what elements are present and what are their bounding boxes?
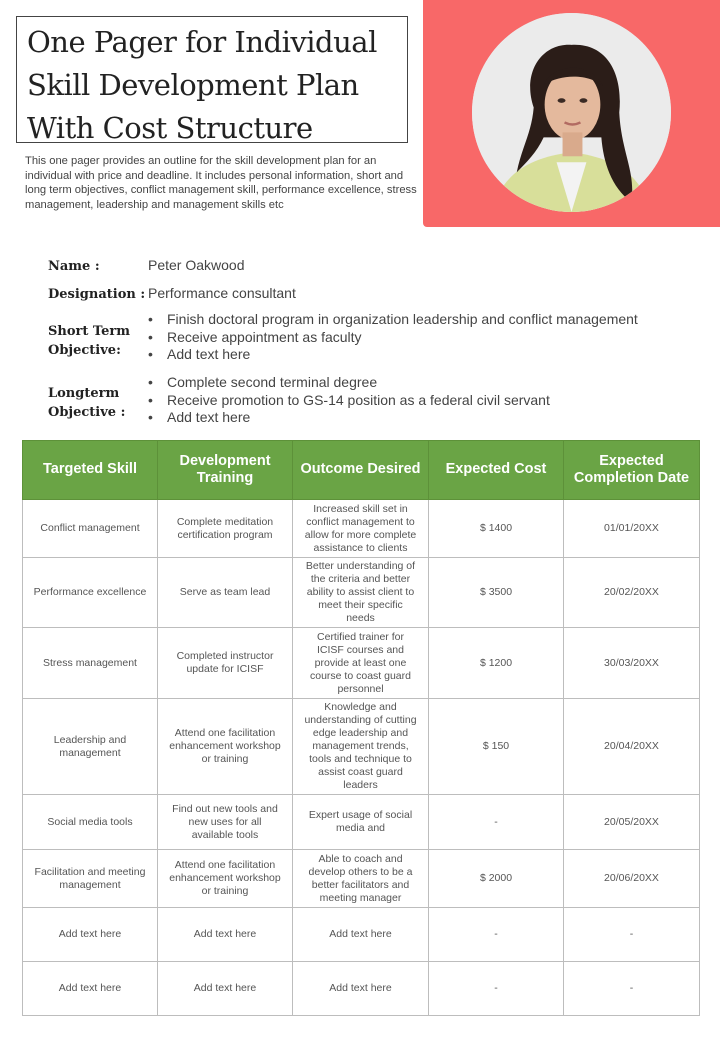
short-term-label [48,322,130,360]
avatar [472,13,671,212]
table-row [23,962,700,1016]
outcome-cell: Add text here [293,962,429,1016]
cost-cell: $ 1400 [429,500,564,558]
outcome-cell: Able to coach and develop others to be a better facilitators and meeting manager [293,850,429,908]
training-cell: Serve as team lead [158,558,293,628]
header-targeted-skill: Targeted Skill [23,441,158,500]
outcome-cell: Increased skill set in conflict management to allow for more complete assistance to clients [293,500,429,558]
cost-cell: $ 150 [429,699,564,795]
table-row [23,699,700,795]
list-item: • Receive appointment as faculty [148,329,638,347]
skill-cell: Stress management [23,628,158,699]
date-cell: 20/02/20XX [564,558,700,628]
training-cell: Attend one facilitation enhancement workshop or training [158,699,293,795]
date-cell: 20/05/20XX [564,795,700,850]
list-item: • Receive promotion to GS-14 position as a federal civil servant [148,392,550,410]
training-cell: Complete meditation certification program [158,500,293,558]
portrait-photo [472,13,671,212]
outcome-cell: Add text here [293,908,429,962]
date-cell: 30/03/20XX [564,628,700,699]
cost-cell: - [429,962,564,1016]
list-item: • Complete second terminal degree [148,374,550,392]
table-row [23,850,700,908]
training-cell: Attend one facilitation enhancement workshop or training [158,850,293,908]
date-cell: - [564,962,700,1016]
training-cell: Find out new tools and new uses for all available tools [158,795,293,850]
table-row [23,500,700,558]
cost-cell: - [429,908,564,962]
skill-cell: Conflict management [23,500,158,558]
name-label: Name : [48,259,100,274]
cost-cell: - [429,795,564,850]
short-term-objectives [148,311,638,364]
table-row [23,558,700,628]
skill-plan-table [22,440,700,1016]
long-term-objectives [148,374,550,427]
outcome-cell: Better understanding of the criteria and better ability to assist client to meet their specific needs [293,558,429,628]
date-cell: 20/06/20XX [564,850,700,908]
training-cell: Add text here [158,962,293,1016]
short-term-label-line2: Objective: [48,343,121,358]
skill-cell: Add text here [23,908,158,962]
header-completion-date: Expected Completion Date [564,441,700,500]
long-term-label-line1: Longterm [48,386,120,401]
table-row [23,908,700,962]
list-item: • Add text here [148,346,638,364]
outcome-cell: Knowledge and understanding of cutting edge leadership and management trends, tools and technique to assist coast guard leaders [293,699,429,795]
date-cell: 20/04/20XX [564,699,700,795]
photo-panel [423,0,720,227]
cost-cell: $ 2000 [429,850,564,908]
list-item: • Finish doctoral program in organization leadership and conflict management [148,311,638,329]
header-expected-cost: Expected Cost [429,441,564,500]
skill-cell: Social media tools [23,795,158,850]
intro-text: This one pager provides an outline for the skill development plan for an individual with price and deadline. It includes personal information, short and long term objectives, conflict management skill, performance excellence, stress management, leadership and management skills etc [25,155,417,211]
table-header-row [23,441,700,500]
skill-cell: Leadership and management [23,699,158,795]
outcome-cell: Expert usage of social media and [293,795,429,850]
designation-value: Performance consultant [148,285,296,301]
skill-cell: Facilitation and meeting management [23,850,158,908]
long-term-label-line2: Objective : [48,405,126,420]
short-term-label-line1: Short Term [48,324,130,339]
table-row [23,795,700,850]
page-title: One Pager for Individual Skill Development Plan With Cost Structure [27,25,377,145]
training-cell: Add text here [158,908,293,962]
cost-cell: $ 1200 [429,628,564,699]
date-cell: 01/01/20XX [564,500,700,558]
designation-label: Designation : [48,287,146,302]
header-development-training: Development Training [158,441,293,500]
cost-cell: $ 3500 [429,558,564,628]
date-cell: - [564,908,700,962]
skill-cell: Add text here [23,962,158,1016]
training-cell: Completed instructor update for ICISF [158,628,293,699]
list-item: • Add text here [148,409,550,427]
name-value: Peter Oakwood [148,257,245,273]
table-row [23,628,700,699]
long-term-label [48,384,125,422]
skill-cell: Performance excellence [23,558,158,628]
title-box [16,16,408,143]
header-outcome-desired: Outcome Desired [293,441,429,500]
outcome-cell: Certified trainer for ICISF courses and provide at least one course to coast guard personnel [293,628,429,699]
